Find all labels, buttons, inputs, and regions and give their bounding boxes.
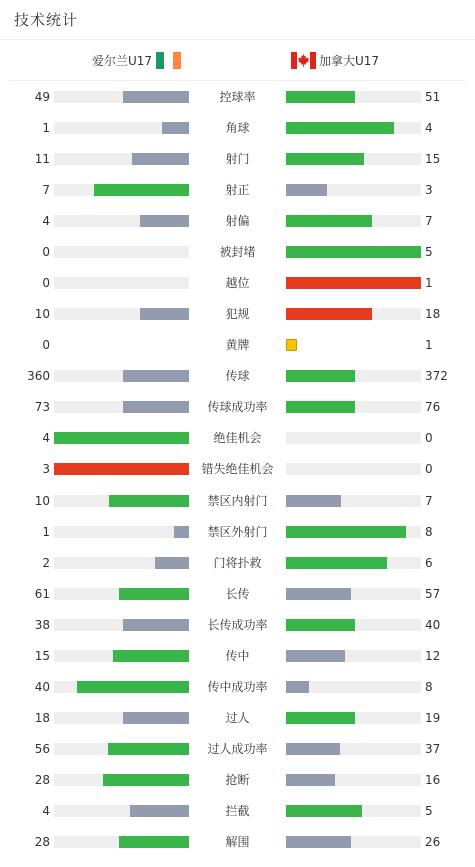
stat-label: 抢断	[225, 772, 250, 787]
away-bar-fill	[286, 619, 355, 631]
home-value: 0	[42, 338, 50, 353]
away-value: 0	[425, 462, 433, 477]
ireland-flag-stripe-orange	[173, 52, 181, 69]
stat-label: 禁区内射门	[207, 493, 268, 508]
away-bar-fill	[286, 184, 327, 196]
stat-row	[0, 526, 475, 557]
home-bar-track	[54, 215, 189, 227]
away-bar-fill	[286, 557, 387, 569]
stat-row	[0, 308, 475, 339]
stat-row	[0, 681, 475, 712]
stat-row	[0, 557, 475, 588]
away-value: 5	[425, 245, 433, 260]
home-bar-track	[54, 246, 189, 258]
away-bar-track	[286, 743, 421, 755]
home-bar-fill	[140, 308, 189, 320]
stat-label: 越位	[225, 276, 250, 291]
away-bar-track	[286, 712, 421, 724]
home-bar-track	[54, 495, 189, 507]
home-bar-track	[54, 650, 189, 662]
stat-label: 拦截	[225, 803, 250, 818]
home-bar-fill	[119, 836, 189, 848]
away-bar-track	[286, 588, 421, 600]
home-bar-fill	[94, 184, 189, 196]
away-bar-track	[286, 91, 421, 103]
away-value: 8	[425, 524, 433, 539]
away-bar-fill	[286, 650, 345, 662]
home-bar-fill	[109, 495, 189, 507]
away-value: 76	[425, 400, 441, 415]
stat-label: 射正	[225, 183, 250, 198]
away-value: 372	[425, 369, 448, 384]
stat-label: 传球成功率	[207, 400, 268, 415]
stat-row	[0, 805, 475, 836]
home-bar-fill	[119, 588, 189, 600]
away-value: 7	[425, 493, 433, 508]
away-bar-fill	[286, 370, 355, 382]
stat-label: 传中成功率	[207, 679, 268, 694]
home-bar-fill	[123, 370, 189, 382]
away-bar-fill	[286, 774, 335, 786]
home-bar-track	[54, 370, 189, 382]
stat-row	[0, 743, 475, 774]
home-bar-fill	[132, 153, 189, 165]
stat-label: 长传成功率	[207, 617, 268, 632]
home-value: 10	[34, 307, 50, 322]
home-value: 1	[42, 524, 50, 539]
stat-row	[0, 122, 475, 153]
home-bar-fill	[123, 712, 189, 724]
away-value: 12	[425, 648, 441, 663]
page-title: 技术统计	[14, 11, 79, 29]
home-value: 4	[42, 803, 50, 818]
away-bar-track	[286, 557, 421, 569]
stat-row	[0, 774, 475, 805]
home-bar-track	[54, 91, 189, 103]
away-bar-track	[286, 277, 421, 289]
home-bar-track	[54, 588, 189, 600]
home-team[interactable]	[92, 52, 181, 69]
home-value: 49	[34, 90, 50, 104]
stat-row	[0, 246, 475, 277]
home-team-name: 爱尔兰U17	[91, 54, 152, 68]
away-bar-track	[286, 215, 421, 227]
home-bar-fill	[130, 805, 189, 817]
yellow-card-icon	[286, 339, 297, 351]
stat-label: 过人成功率	[207, 741, 268, 756]
home-value: 18	[34, 710, 50, 725]
away-value: 18	[425, 307, 441, 322]
away-value: 51	[425, 90, 441, 104]
away-bar-fill	[286, 215, 372, 227]
ireland-flag-stripe-white	[164, 52, 172, 69]
home-bar-track	[54, 836, 189, 848]
away-team-name: 加拿大U17	[319, 54, 380, 68]
home-bar-fill	[108, 743, 189, 755]
home-value: 10	[34, 493, 50, 508]
home-value: 28	[34, 772, 50, 787]
home-value: 61	[34, 586, 50, 601]
stat-label: 传球	[225, 369, 250, 384]
away-bar-track	[286, 308, 421, 320]
home-bar-track	[54, 122, 189, 134]
home-bar-track	[54, 743, 189, 755]
teams-bar	[9, 40, 466, 81]
stat-label: 黄牌	[225, 338, 250, 353]
away-value: 1	[425, 276, 433, 291]
stat-row	[0, 432, 475, 463]
stat-row	[0, 339, 475, 370]
home-bar-track	[54, 463, 189, 475]
away-bar-track	[286, 153, 421, 165]
away-bar-track	[286, 526, 421, 538]
maple-leaf-icon	[298, 54, 309, 67]
stats-header	[0, 0, 475, 40]
home-bar-track	[54, 619, 189, 631]
stat-label: 禁区外射门	[207, 524, 268, 539]
away-bar-fill	[286, 277, 421, 289]
stat-row	[0, 401, 475, 432]
away-bar-track	[286, 619, 421, 631]
away-bar-track	[286, 184, 421, 196]
stat-label: 控球率	[219, 90, 256, 104]
home-value: 38	[34, 617, 50, 632]
away-value: 19	[425, 710, 441, 725]
home-bar-fill	[174, 526, 189, 538]
stat-row	[0, 588, 475, 619]
away-value: 0	[425, 431, 433, 446]
stat-row	[0, 215, 475, 246]
stat-label: 解围	[225, 834, 250, 849]
home-value: 15	[34, 648, 50, 663]
stat-label: 过人	[225, 710, 250, 725]
home-bar-track	[54, 184, 189, 196]
stat-label: 门将扑救	[213, 555, 262, 570]
home-bar-fill	[103, 774, 189, 786]
away-bar-track	[286, 681, 421, 693]
away-bar-track	[286, 339, 421, 351]
stat-row	[0, 836, 475, 867]
stat-row	[0, 495, 475, 526]
away-value: 37	[425, 741, 441, 756]
away-bar-fill	[286, 743, 340, 755]
home-bar-track	[54, 401, 189, 413]
away-bar-fill	[286, 246, 421, 258]
stat-row	[0, 463, 475, 494]
away-bar-fill	[286, 805, 362, 817]
home-bar-fill	[54, 463, 189, 475]
away-bar-fill	[286, 495, 341, 507]
canada-flag-icon	[291, 52, 316, 69]
home-bar-fill	[162, 122, 189, 134]
ireland-flag-stripe-green	[156, 52, 164, 69]
home-bar-track	[54, 712, 189, 724]
stat-label: 传中	[225, 648, 250, 663]
home-bar-fill	[113, 650, 189, 662]
away-bar-fill	[286, 153, 364, 165]
home-bar-fill	[140, 215, 189, 227]
away-bar-fill	[286, 712, 355, 724]
stat-row	[0, 650, 475, 681]
home-bar-fill	[77, 681, 189, 693]
home-value: 28	[34, 834, 50, 849]
away-value: 57	[425, 586, 441, 601]
stat-label: 被封堵	[219, 245, 256, 260]
home-value: 1	[42, 121, 50, 136]
home-bar-fill	[123, 401, 189, 413]
away-value: 1	[425, 338, 433, 353]
stat-label: 绝佳机会	[213, 431, 262, 446]
away-bar-fill	[286, 401, 355, 413]
away-value: 16	[425, 772, 441, 787]
away-value: 4	[425, 121, 433, 136]
home-value: 2	[42, 555, 50, 570]
away-value: 8	[425, 679, 433, 694]
home-value: 0	[42, 276, 50, 291]
home-value: 11	[34, 152, 50, 167]
home-bar-fill	[123, 91, 189, 103]
home-value: 3	[42, 462, 50, 477]
home-bar-track	[54, 805, 189, 817]
away-team[interactable]	[291, 52, 379, 69]
away-value: 40	[425, 617, 441, 632]
stat-label: 犯规	[225, 307, 250, 322]
away-bar-fill	[286, 681, 309, 693]
away-value: 6	[425, 555, 433, 570]
away-bar-track	[286, 401, 421, 413]
away-bar-track	[286, 370, 421, 382]
home-bar-fill	[155, 557, 189, 569]
away-bar-fill	[286, 526, 406, 538]
home-bar-fill	[54, 432, 189, 444]
home-value: 73	[34, 400, 50, 415]
home-value: 56	[34, 741, 50, 756]
away-bar-track	[286, 836, 421, 848]
away-bar-fill	[286, 122, 394, 134]
stat-row	[0, 619, 475, 650]
away-bar-track	[286, 774, 421, 786]
home-bar-track	[54, 681, 189, 693]
away-bar-track	[286, 495, 421, 507]
home-bar-track	[54, 339, 189, 351]
home-bar-fill	[123, 619, 189, 631]
home-value: 360	[27, 369, 50, 384]
stat-row	[0, 277, 475, 308]
away-value: 7	[425, 214, 433, 229]
home-bar-track	[54, 774, 189, 786]
stat-label: 角球	[225, 121, 250, 136]
away-bar-track	[286, 122, 421, 134]
home-bar-track	[54, 526, 189, 538]
stat-label: 错失绝佳机会	[201, 462, 274, 477]
home-value: 7	[42, 183, 50, 198]
away-value: 15	[425, 152, 441, 167]
stat-label: 射门	[225, 152, 250, 167]
home-value: 40	[34, 679, 50, 694]
away-value: 5	[425, 803, 433, 818]
away-bar-fill	[286, 588, 351, 600]
stat-row	[0, 712, 475, 743]
away-bar-fill	[286, 308, 372, 320]
home-value: 0	[42, 245, 50, 260]
away-bar-track	[286, 432, 421, 444]
stat-row	[0, 370, 475, 401]
away-bar-fill	[286, 836, 351, 848]
home-bar-track	[54, 557, 189, 569]
stat-label: 射偏	[225, 214, 250, 229]
stat-label: 长传	[225, 586, 250, 601]
home-bar-track	[54, 308, 189, 320]
away-bar-fill	[286, 91, 355, 103]
ireland-flag-icon	[156, 52, 181, 69]
stat-row	[0, 153, 475, 184]
away-bar-track	[286, 463, 421, 475]
away-bar-track	[286, 805, 421, 817]
away-value: 26	[425, 834, 441, 849]
stat-row	[0, 184, 475, 215]
away-bar-track	[286, 246, 421, 258]
home-value: 4	[42, 431, 50, 446]
stat-row	[0, 91, 475, 122]
home-bar-track	[54, 432, 189, 444]
home-bar-track	[54, 277, 189, 289]
home-value: 4	[42, 214, 50, 229]
away-value: 3	[425, 183, 433, 198]
away-bar-track	[286, 650, 421, 662]
home-bar-track	[54, 153, 189, 165]
